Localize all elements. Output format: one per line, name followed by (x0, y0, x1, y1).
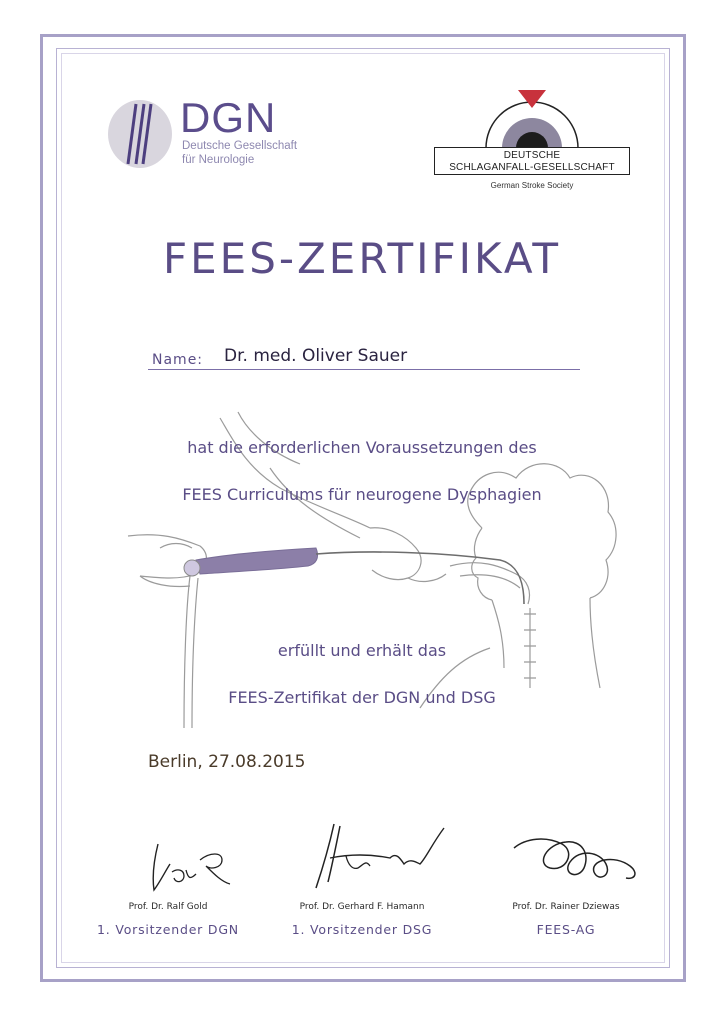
signature-gold (130, 830, 250, 900)
signatory-3-name: Prof. Dr. Rainer Dziewas (512, 902, 620, 912)
signatory-2-role: 1. Vorsitzender DSG (291, 922, 433, 937)
dsg-logo (430, 86, 640, 196)
dsg-name-line1: DEUTSCHE (503, 150, 561, 161)
certificate-title: FEES-ZERTIFIKAT (162, 234, 561, 283)
signatory-2-name: Prof. Dr. Gerhard F. Hamann (299, 902, 425, 912)
dsg-subtitle: German Stroke Society (490, 181, 574, 190)
body-line-3: erfüllt und erhält das (277, 641, 447, 660)
signatory-1-role: 1. Vorsitzender DGN (97, 922, 239, 937)
body-line-2: FEES Curriculums für neurogene Dysphagien (182, 485, 542, 504)
dsg-name-box (434, 147, 630, 175)
recipient-name: Dr. med. Oliver Sauer (224, 346, 408, 366)
place-and-date: Berlin, 27.08.2015 (148, 752, 306, 772)
body-line-1: hat die erforderlichen Voraussetzungen des (187, 438, 537, 457)
dgn-name-line2: für Neurologie (182, 154, 255, 166)
body-line-4: FEES-Zertifikat der DGN und DSG (228, 688, 496, 707)
dsg-emblem-icon (430, 86, 640, 150)
dgn-logo (106, 94, 326, 178)
dsg-name-line2: SCHLAGANFALL-GESELLSCHAFT (449, 162, 615, 173)
signatory-1-name: Prof. Dr. Ralf Gold (128, 902, 208, 912)
name-label: Name: (152, 352, 204, 368)
signature-dziewas (506, 824, 646, 894)
signature-hamann (300, 818, 450, 898)
dgn-emblem-icon (106, 98, 176, 170)
dgn-name-line1: Deutsche Gesellschaft (182, 140, 298, 152)
signatory-3-role: FEES-AG (536, 922, 596, 937)
dgn-abbreviation: DGN (180, 94, 277, 141)
name-underline (148, 369, 580, 370)
